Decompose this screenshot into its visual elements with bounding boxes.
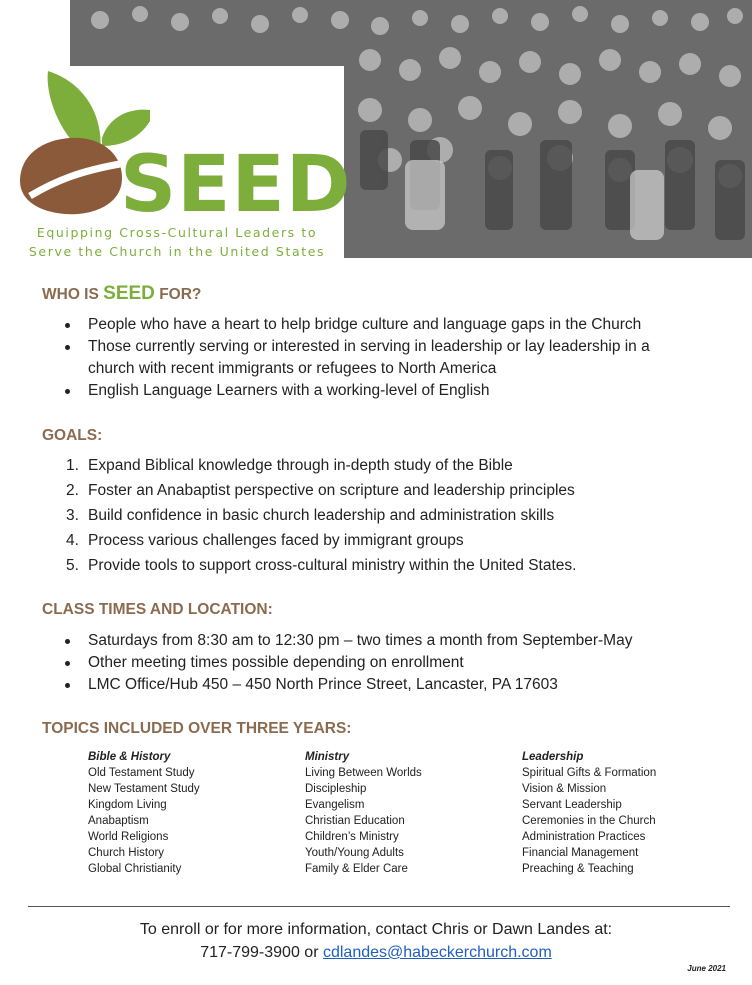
list-item [42, 503, 722, 528]
class-list [42, 630, 722, 696]
topic-item: Discipleship [305, 783, 367, 795]
goal-text: Expand Biblical knowledge through in-depth study of the Bible [88, 457, 513, 474]
list-item [42, 380, 722, 402]
topic-item: Vision & Mission [522, 783, 607, 795]
who-item-text-cont: church with recent immigrants or refugees to North America [88, 360, 497, 377]
topic-item: World Religions [88, 831, 169, 843]
class-item-text: Other meeting times possible depending on enrollment [88, 654, 464, 671]
list-item [42, 453, 722, 478]
goals-list [42, 453, 722, 578]
class-item-text: Saturdays from 8:30 am to 12:30 pm – two times a month from September-May [88, 632, 633, 649]
goal-number: 2. [66, 482, 79, 499]
topic-item: Anabaptism [88, 815, 149, 827]
topic-item: Family & Elder Care [305, 863, 408, 875]
who-item-text: People who have a heart to help bridge culture and language gaps in the Church [88, 316, 642, 333]
topics-heading: TOPICS INCLUDED OVER THREE YEARS: [42, 720, 352, 737]
topic-item: Servant Leadership [522, 799, 622, 811]
list-item [42, 478, 722, 503]
topics-column-bible-history [88, 749, 200, 877]
topic-item: Preaching & Teaching [522, 863, 634, 875]
topic-item: Church History [88, 847, 165, 859]
topic-item: Evangelism [305, 799, 365, 811]
goals-heading: GOALS: [42, 427, 103, 444]
list-item [42, 674, 722, 696]
who-item-text: English Language Learners with a working-level of English [88, 382, 490, 399]
list-item [42, 652, 722, 674]
topic-item: Spiritual Gifts & Formation [522, 767, 657, 779]
topics-column-ministry [305, 749, 422, 877]
footer-divider [28, 906, 730, 907]
tagline-line-1: Equipping Cross-Cultural Leaders to [36, 225, 318, 240]
goal-text: Build confidence in basic church leadership and administration skills [88, 507, 555, 524]
goal-number: 4. [66, 532, 79, 549]
goal-number: 1. [66, 457, 79, 474]
who-item-text: Those currently serving or interested in serving in leadership or lay leadership in a [88, 338, 650, 355]
list-item [42, 528, 722, 553]
topic-item: Administration Practices [522, 831, 646, 843]
goal-number: 5. [66, 557, 79, 574]
contact-email-link[interactable]: cdlandes@habeckerchurch.com [322, 944, 552, 961]
topic-item: Ceremonies in the Church [522, 815, 656, 827]
goal-number: 3. [66, 507, 79, 524]
topic-item: Living Between Worlds [305, 767, 422, 779]
topics-column-title: Leadership [522, 751, 584, 763]
class-heading: CLASS TIMES AND LOCATION: [42, 601, 273, 618]
goal-text: Process various challenges faced by immigrant groups [88, 532, 464, 549]
logo-area [0, 66, 352, 260]
class-item-text: LMC Office/Hub 450 – 450 North Prince Street, Lancaster, PA 17603 [88, 676, 558, 693]
topics-column-leadership [522, 749, 656, 877]
topics-column-title: Ministry [305, 751, 350, 763]
who-heading-post: FOR? [154, 286, 202, 303]
who-list [42, 314, 722, 402]
topic-item: Old Testament Study [88, 767, 195, 779]
topic-item: Kingdom Living [88, 799, 167, 811]
tagline-line-2: Serve the Church in the United States [28, 244, 326, 259]
topic-item: New Testament Study [88, 783, 200, 795]
revision-date: June 2021 [687, 964, 726, 973]
contact-phone: 717-799-3900 or [200, 944, 323, 961]
topic-item: Youth/Young Adults [305, 847, 404, 859]
list-item [42, 336, 722, 380]
brand-tagline [0, 223, 354, 261]
contact-footer [0, 918, 752, 964]
list-item [42, 314, 722, 336]
topic-item: Financial Management [522, 847, 639, 859]
list-item [42, 553, 722, 578]
list-item [42, 630, 722, 652]
goal-text: Provide tools to support cross-cultural ministry within the United States. [88, 557, 577, 574]
topic-item: Christian Education [305, 815, 405, 827]
who-heading [42, 283, 201, 305]
brand-name: SEED [120, 140, 352, 230]
who-heading-highlight: SEED [103, 283, 155, 304]
topic-item: Children’s Ministry [305, 831, 399, 843]
who-heading-pre: WHO IS [42, 286, 104, 303]
goal-text: Foster an Anabaptist perspective on scripture and leadership principles [88, 482, 575, 499]
contact-line: To enroll or for more information, contact Chris or Dawn Landes at: [139, 921, 613, 938]
topics-column-title: Bible & History [88, 751, 171, 763]
contact-details [0, 941, 752, 964]
topic-item: Global Christianity [88, 863, 182, 875]
